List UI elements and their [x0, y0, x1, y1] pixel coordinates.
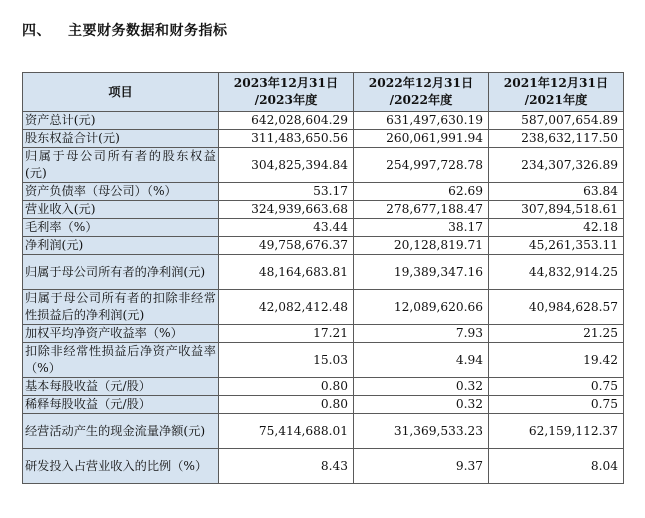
table-body: [23, 112, 624, 484]
table-row: [23, 290, 624, 325]
table-row: [23, 183, 624, 201]
row-label: 扣除非经常性损益后净资产收益率（%）: [23, 343, 219, 378]
value-2022: 631,497,630.19: [354, 112, 489, 130]
table-row: [23, 148, 624, 183]
table-row: [23, 396, 624, 414]
value-2021: 63.84: [489, 183, 624, 201]
value-2021: 40,984,628.57: [489, 290, 624, 325]
value-2023: 49,758,676.37: [219, 237, 354, 255]
section-title: 主要财务数据和财务指标: [68, 23, 228, 39]
row-label: 资产总计(元): [23, 112, 219, 130]
value-2023: 15.03: [219, 343, 354, 378]
value-2022: 31,369,533.23: [354, 414, 489, 449]
value-2023: 17.21: [219, 325, 354, 343]
value-2021: 45,261,353.11: [489, 237, 624, 255]
value-2023: 75,414,688.01: [219, 414, 354, 449]
table-row: [23, 237, 624, 255]
value-2021: 307,894,518.61: [489, 201, 624, 219]
value-2023: 0.80: [219, 396, 354, 414]
value-2021: 0.75: [489, 378, 624, 396]
value-2023: 642,028,604.29: [219, 112, 354, 130]
row-label: 净利润(元): [23, 237, 219, 255]
value-2022: 9.37: [354, 449, 489, 484]
value-2022: 4.94: [354, 343, 489, 378]
row-label: 基本每股收益（元/股）: [23, 378, 219, 396]
value-2021: 21.25: [489, 325, 624, 343]
value-2023: 324,939,663.68: [219, 201, 354, 219]
value-2021: 44,832,914.25: [489, 255, 624, 290]
row-label: 加权平均净资产收益率（%）: [23, 325, 219, 343]
value-2023: 8.43: [219, 449, 354, 484]
row-label: 归属于母公司所有者的股东权益(元): [23, 148, 219, 183]
value-2023: 42,082,412.48: [219, 290, 354, 325]
value-2022: 38.17: [354, 219, 489, 237]
value-2022: 0.32: [354, 396, 489, 414]
header-2021: 2021年12月31日 /2021年度: [489, 73, 624, 112]
table-row: [23, 414, 624, 449]
section-heading: [22, 20, 228, 40]
table-row: [23, 343, 624, 378]
table-header-row: [23, 73, 624, 112]
value-2022: 0.32: [354, 378, 489, 396]
value-2022: 7.93: [354, 325, 489, 343]
value-2021: 42.18: [489, 219, 624, 237]
table-row: [23, 219, 624, 237]
value-2022: 260,061,991.94: [354, 130, 489, 148]
value-2021: 587,007,654.89: [489, 112, 624, 130]
value-2022: 12,089,620.66: [354, 290, 489, 325]
header-2022: 2022年12月31日 /2022年度: [354, 73, 489, 112]
table-row: [23, 378, 624, 396]
value-2023: 0.80: [219, 378, 354, 396]
row-label: 毛利率（%）: [23, 219, 219, 237]
row-label: 营业收入(元): [23, 201, 219, 219]
row-label: 归属于母公司所有者的净利润(元): [23, 255, 219, 290]
value-2021: 8.04: [489, 449, 624, 484]
table-row: [23, 201, 624, 219]
financial-data-table: [22, 72, 624, 484]
value-2021: 234,307,326.89: [489, 148, 624, 183]
value-2023: 311,483,650.56: [219, 130, 354, 148]
value-2021: 62,159,112.37: [489, 414, 624, 449]
value-2023: 53.17: [219, 183, 354, 201]
header-item: 项目: [23, 73, 219, 112]
row-label: 归属于母公司所有者的扣除非经常性损益后的净利润(元): [23, 290, 219, 325]
row-label: 资产负债率（母公司）（%）: [23, 183, 219, 201]
value-2021: 238,632,117.50: [489, 130, 624, 148]
value-2023: 304,825,394.84: [219, 148, 354, 183]
table-row: [23, 325, 624, 343]
row-label: 研发投入占营业收入的比例（%）: [23, 449, 219, 484]
header-2023: 2023年12月31日 /2023年度: [219, 73, 354, 112]
value-2021: 0.75: [489, 396, 624, 414]
table-row: [23, 112, 624, 130]
value-2022: 254,997,728.78: [354, 148, 489, 183]
row-label: 股东权益合计(元): [23, 130, 219, 148]
row-label: 经营活动产生的现金流量净额(元): [23, 414, 219, 449]
row-label: 稀释每股收益（元/股）: [23, 396, 219, 414]
value-2023: 43.44: [219, 219, 354, 237]
table-row: [23, 449, 624, 484]
table-row: [23, 130, 624, 148]
value-2023: 48,164,683.81: [219, 255, 354, 290]
table-row: [23, 255, 624, 290]
section-number: 四、: [22, 23, 51, 39]
value-2022: 278,677,188.47: [354, 201, 489, 219]
value-2022: 20,128,819.71: [354, 237, 489, 255]
value-2021: 19.42: [489, 343, 624, 378]
value-2022: 62.69: [354, 183, 489, 201]
value-2022: 19,389,347.16: [354, 255, 489, 290]
